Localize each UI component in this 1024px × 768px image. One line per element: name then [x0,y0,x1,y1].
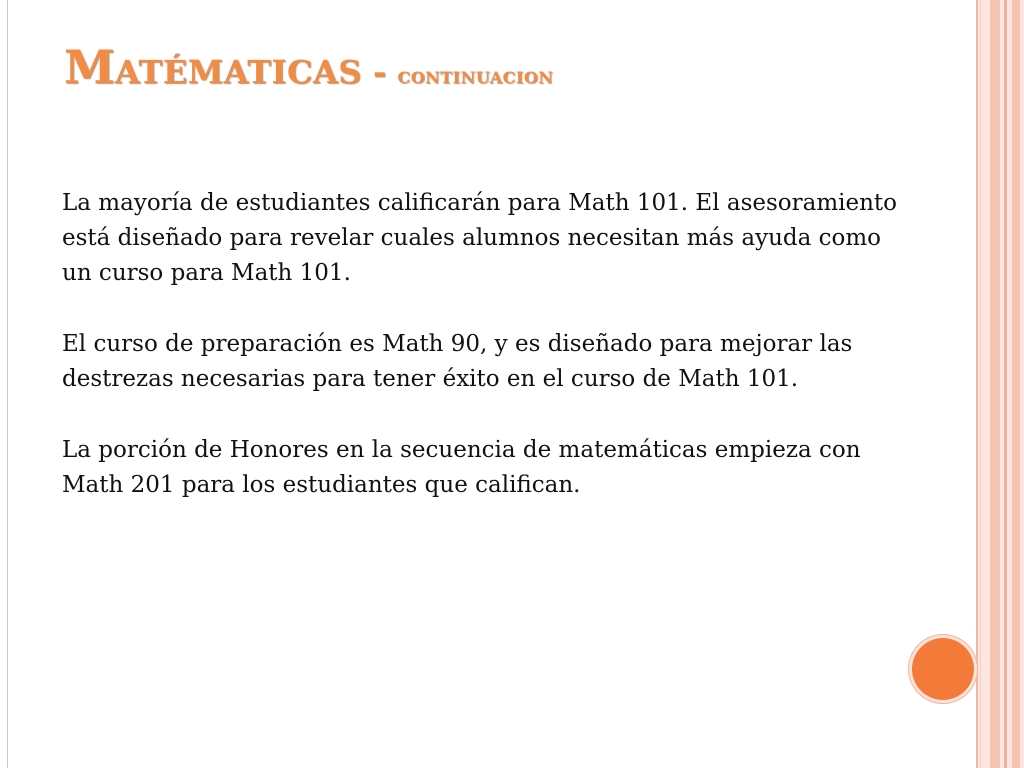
slide-left-border [7,0,8,768]
stripe [990,0,1000,768]
decorative-circle [912,638,974,700]
slide-title [64,40,944,94]
stripe [1004,0,1007,768]
body-paragraph: El curso de preparación es Math 90, y es diseñado para mejorar las destrezas necesarias para tener éxito en el curso de Math 101. [62,331,853,392]
slide-body [62,186,902,539]
stripe [1012,0,1020,768]
body-paragraph: La mayoría de estudiantes calificarán para Math 101. El asesoramiento está diseñado para revelar cuales alumnos necesitan más ayuda como un curso para Math 101. [62,190,898,286]
title-initial: M [64,40,115,94]
body-paragraph: La porción de Honores en la secuencia de matemáticas empieza con Math 201 para los estudiantes que califican. [62,437,861,498]
stripe [976,0,978,768]
title-main: ATÉMATICAS [114,53,362,91]
title-subtitle: CONTINUACION [397,68,554,87]
title-separator: - [361,53,398,91]
stripe [980,0,981,768]
decorative-stripes [976,0,1024,768]
